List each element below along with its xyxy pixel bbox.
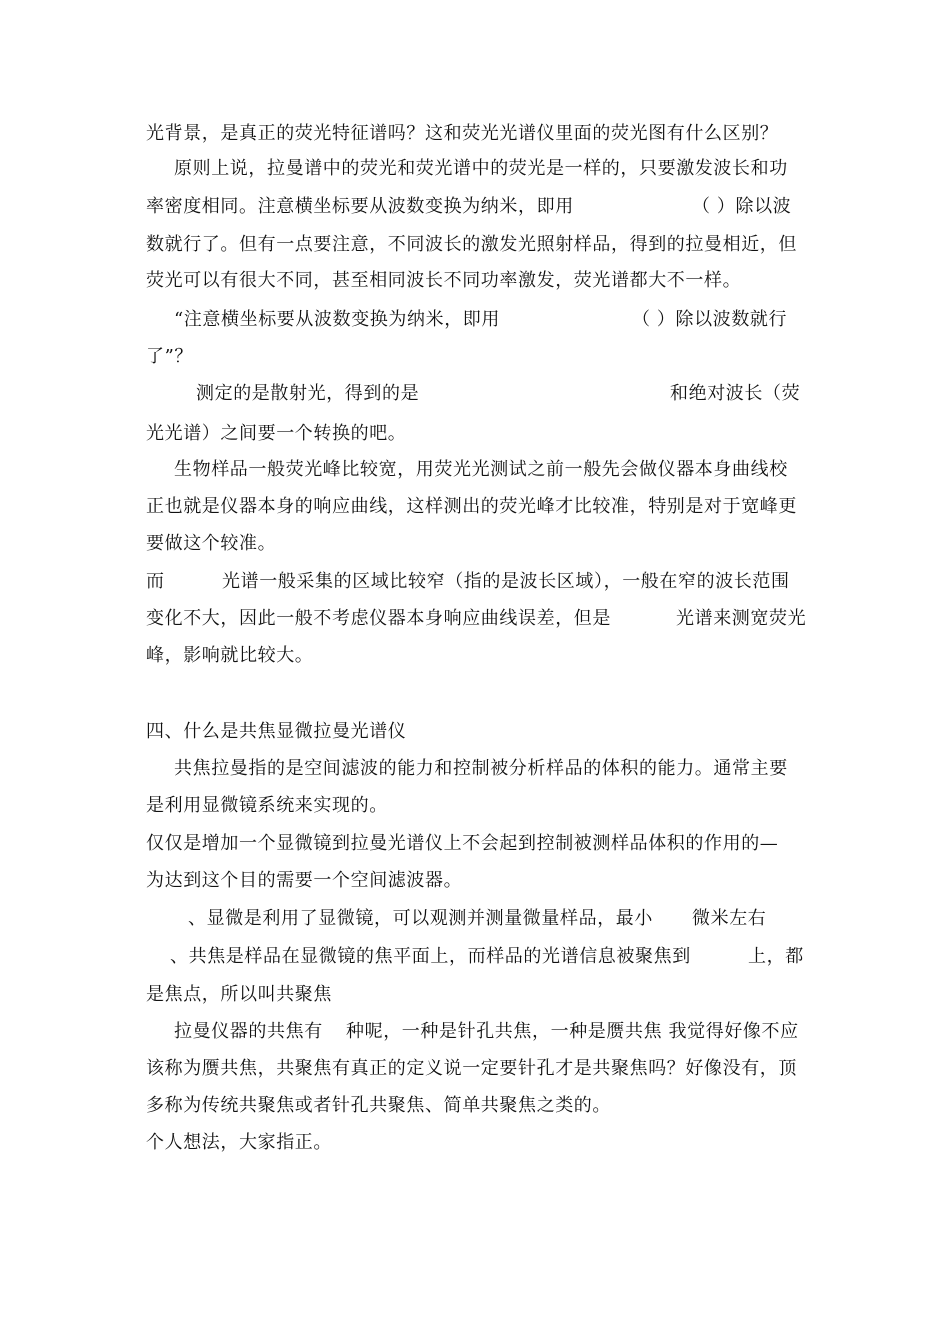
- text-segment: 测定的是散射光，得到的是: [196, 383, 420, 404]
- text-segment: 变化不大，因此一般不考虑仪器本身响应曲线误差，但是: [146, 608, 611, 629]
- text-segment: 微米左右: [692, 908, 767, 929]
- text-segment: 了”？: [146, 346, 194, 367]
- text-segment: 要做这个较准。: [146, 533, 277, 554]
- text-segment: 率密度相同。注意横坐标要从波数变换为纳米，即用: [146, 196, 574, 217]
- text-segment: 生物样品一般荧光峰比较宽，用荧光光测试之前一般先会做仪器本身曲线校: [174, 459, 788, 480]
- text-segment: 而: [146, 571, 165, 592]
- text-segment: 光谱来测宽荧光: [676, 608, 807, 629]
- text-segment: 为达到这个目的需要一个空间滤波器。: [146, 870, 463, 891]
- text-segment: 数就行了。但有一点要注意，不同波长的激发光照射样品，得到的拉曼相近，但: [146, 234, 797, 255]
- text-segment: （ ）除以波数就行: [632, 309, 788, 330]
- text-segment: （ ）除以波: [692, 196, 792, 217]
- text-segment: 上，都: [748, 946, 804, 967]
- text-segment: 是利用显微镜系统来实现的。: [146, 795, 388, 816]
- text-segment: 和绝对波长（荧: [670, 383, 801, 404]
- text-segment: 峰，影响就比较大。: [146, 645, 314, 666]
- text-segment: 仅仅是增加一个显微镜到拉曼光谱仪上不会起到控制被测样品体积的作用的—: [146, 833, 779, 854]
- text-segment: 拉曼仪器的共焦有: [174, 1021, 323, 1042]
- text-segment: 该称为赝共焦，共聚焦有真正的定义说一定要针孔才是共聚焦吗？好像没有，顶: [146, 1058, 797, 1079]
- text-segment: 原则上说，拉曼谱中的荧光和荧光谱中的荧光是一样的，只要激发波长和功: [174, 158, 788, 179]
- text-segment: 是焦点，所以叫共聚焦: [146, 984, 332, 1005]
- text-segment: 荧光可以有很大不同，甚至相同波长不同功率激发，荧光谱都大不一样。: [146, 270, 742, 291]
- text-segment: 个人想法，大家指正。: [146, 1132, 332, 1153]
- heading-text: 四、什么是共焦显微拉曼光谱仪: [146, 721, 407, 742]
- text-segment: 、共焦是样品在显微镜的焦平面上，而样品的光谱信息被聚焦到: [170, 946, 691, 967]
- text-segment: “注意横坐标要从波数变换为纳米，即用: [174, 309, 501, 330]
- text-segment: 光背景，是真正的荧光特征谱吗？这和荧光光谱仪里面的荧光图有什么区别？: [146, 123, 779, 144]
- text-segment: 正也就是仪器本身的响应曲线，这样测出的荧光峰才比较准，特别是对于宽峰更: [146, 496, 797, 517]
- text-segment: 种呢，一种是针孔共焦，一种是赝共焦 我觉得好像不应: [346, 1021, 799, 1042]
- text-segment: 多称为传统共聚焦或者针孔共聚焦、简单共聚焦之类的。: [146, 1095, 611, 1116]
- text-segment: 光光谱）之间要一个转换的吧。: [146, 423, 407, 444]
- text-segment: 共焦拉曼指的是空间滤波的能力和控制被分析样品的体积的能力。通常主要: [174, 758, 788, 779]
- text-segment: 、显微是利用了显微镜，可以观测并测量微量样品，最小: [188, 908, 653, 929]
- text-segment: 光谱一般采集的区域比较窄（指的是波长区域），一般在窄的波长范围: [222, 571, 790, 592]
